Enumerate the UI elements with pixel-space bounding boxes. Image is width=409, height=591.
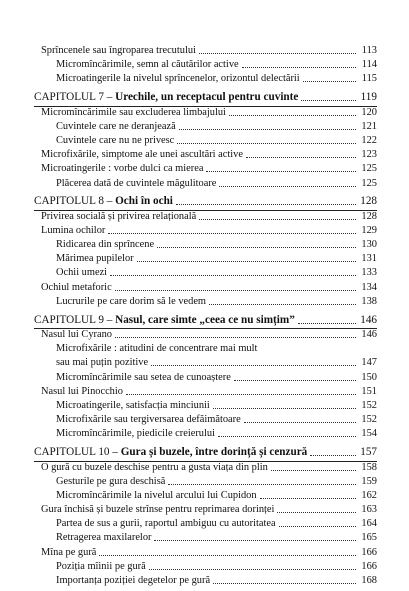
page-number: 114 (361, 59, 377, 71)
entry-title: Mărimea pupilelor (56, 253, 134, 265)
toc-entry-row (56, 399, 377, 412)
entry-title: Micromîncărimile la nivelul arcului lui Cupidon (56, 489, 257, 501)
dot-leader (298, 323, 356, 324)
toc-entry-row (56, 371, 377, 384)
chapter-title: Gura și buzele, între dorință și cenzură (120, 446, 308, 459)
dot-leader (218, 436, 356, 437)
entry-title: Gesturile pe gura deschisă (56, 475, 166, 487)
page-number: 125 (361, 177, 377, 189)
toc-entry-row (41, 210, 377, 223)
dot-leader (99, 555, 356, 556)
page-number: 122 (361, 134, 377, 146)
entry-title: Micromîncărimile, semn al căutărilor active (56, 59, 239, 71)
page-number: 152 (361, 399, 377, 411)
entry-title: Gura închisă și buzele strînse pentru reprimarea dorinței (41, 504, 275, 516)
chapter-heading (34, 313, 295, 327)
entry-title: Ochii umezi (56, 267, 108, 279)
toc-entry-row (56, 489, 377, 502)
dot-leader (177, 143, 356, 144)
dot-leader (154, 540, 356, 541)
entry-title: Poziția mîinii pe gură (56, 560, 146, 572)
toc-entry-row (56, 72, 377, 85)
dot-leader (213, 408, 356, 409)
page-number: 150 (361, 371, 377, 383)
page-number: 128 (360, 195, 377, 208)
entry-title: Sprîncenele sau îngroparea trecutului (41, 45, 196, 56)
dot-leader (179, 129, 356, 130)
page-number: 158 (361, 461, 377, 473)
page-number: 154 (361, 428, 377, 440)
entry-title: Microfixările sau tergiversarea defăimătoare (56, 414, 241, 426)
toc-entry-row (56, 517, 377, 530)
dot-leader (115, 290, 356, 291)
page-number: 131 (361, 253, 377, 265)
toc-entry-row (56, 574, 377, 587)
dot-leader (234, 380, 356, 381)
page-number: 146 (360, 313, 377, 326)
entry-title: Privirea socială și privirea relațională (41, 210, 197, 222)
toc-entry-row (56, 134, 377, 147)
chapter-number: CAPITOLUL 10 – (34, 446, 121, 459)
entry-title: Microfixările, simptome ale unei ascultări active (41, 149, 243, 161)
dot-leader (209, 304, 356, 305)
entry-title: Micromîncărimile sau setea de cunoaștere (56, 371, 231, 383)
toc-entry-row (56, 58, 377, 71)
dot-leader (229, 115, 356, 116)
entry-title: Retragerea maxilarelor (56, 532, 152, 544)
entry-title: Microatingerile, satisfacția minciunii (56, 399, 210, 411)
chapter-number: CAPITOLUL 9 – (34, 313, 116, 326)
dot-leader (279, 526, 356, 527)
dot-leader (303, 81, 356, 82)
dot-leader (301, 100, 356, 101)
page-number: 115 (361, 73, 377, 85)
entry-title: Microfixările : atitudini de concentrare mai mult (56, 343, 258, 355)
toc-chapter-row (34, 194, 377, 208)
page-number: 164 (361, 518, 377, 530)
toc-entry-row (56, 238, 377, 251)
entry-title: Ridicarea din sprîncene (56, 239, 155, 251)
page-number: 147 (361, 357, 377, 369)
toc-entry-row (56, 427, 377, 440)
chapter-title: Nasul, care simte „ceea ce nu simțim” (115, 313, 295, 326)
page-number: 138 (361, 295, 377, 307)
toc-chapter-row (34, 313, 377, 327)
entry-title: Micromîncărimile sau excluderea limbajului (41, 106, 226, 118)
dot-leader (277, 512, 356, 513)
dot-leader (219, 186, 356, 187)
dot-leader (149, 569, 356, 570)
page-number: 166 (361, 560, 377, 572)
dot-leader (199, 53, 356, 54)
page-number: 134 (361, 281, 377, 293)
toc-entry-row (41, 162, 377, 175)
page-number: 146 (361, 329, 377, 341)
entry-title: Cuvintele care ne deranjează (56, 120, 176, 132)
entry-title: Nasul lui Cyrano (41, 329, 112, 341)
toc-entry-row (41, 385, 377, 398)
toc-entry-row (41, 328, 377, 341)
toc-entry-row (41, 503, 377, 516)
page-number: 119 (360, 91, 377, 104)
toc-entry-row (56, 475, 377, 488)
entry-title: Importanța poziției degetelor pe gură (56, 575, 211, 586)
chapter-number: CAPITOLUL 8 – (34, 195, 116, 208)
toc-chapter-row (34, 90, 377, 104)
entry-title: Cuvintele care nu ne privesc (56, 134, 175, 146)
page-number: 157 (360, 446, 377, 459)
dot-leader (151, 365, 356, 366)
entry-title: Plăcerea dată de cuvintele măgulitoare (56, 177, 217, 189)
entry-title: Microatingerile la nivelul sprîncenelor, orizontul delectării (56, 73, 300, 85)
page-number: 128 (361, 210, 377, 222)
entry-title: Ochiul metaforic (41, 281, 112, 293)
dot-leader (260, 498, 356, 499)
page-number: 121 (361, 120, 377, 132)
page-number: 165 (361, 532, 377, 544)
toc-entry-row (41, 106, 377, 119)
toc-entry-row (56, 295, 377, 308)
page-number: 152 (361, 414, 377, 426)
page-number: 120 (361, 106, 377, 118)
entry-title: O gură cu buzele deschise pentru a gusta viața din plin (41, 461, 268, 473)
page-number: 123 (361, 149, 377, 161)
dot-leader (213, 583, 356, 584)
toc-entry-row (56, 120, 377, 133)
page-number: 168 (361, 575, 377, 586)
page-number: 159 (361, 475, 377, 487)
page-number: 129 (361, 224, 377, 236)
dot-leader (199, 219, 356, 220)
toc-entry-row (56, 177, 377, 190)
dot-leader (242, 67, 356, 68)
page-number: 163 (361, 504, 377, 516)
entry-title: Lucrurile pe care dorim să le vedem (56, 295, 207, 307)
entry-title: Microatingerile : vorbe dulci ca mierea (41, 163, 204, 175)
entry-title: Micromîncărimile, piedicile creierului (56, 428, 215, 440)
toc-entry-wrap-line (56, 342, 377, 355)
toc-entry-row (41, 461, 377, 474)
entry-title: Lumina ochilor (41, 224, 106, 236)
toc-entry-row (41, 224, 377, 237)
dot-leader (271, 470, 356, 471)
dot-leader (108, 233, 356, 234)
dot-leader (137, 261, 356, 262)
dot-leader (176, 204, 356, 205)
toc-entry-row (41, 148, 377, 161)
entry-title: Mîna pe gură (41, 546, 97, 558)
dot-leader (310, 455, 356, 456)
toc-entry-row (56, 356, 377, 369)
toc-entry-row (56, 252, 377, 265)
toc-entry-row (56, 531, 377, 544)
toc-entry-row (56, 560, 377, 573)
chapter-number: CAPITOLUL 7 – (34, 91, 116, 104)
dot-leader (244, 422, 356, 423)
toc-entry-row (41, 281, 377, 294)
dot-leader (110, 275, 356, 276)
dot-leader (115, 337, 356, 338)
toc-entry-row (56, 266, 377, 279)
toc-entry-row (56, 413, 377, 426)
toc-chapter-row (34, 445, 377, 459)
dot-leader (246, 157, 356, 158)
page-number: 133 (361, 267, 377, 279)
dot-leader (206, 171, 356, 172)
entry-title: sau mai puțin pozitive (56, 357, 149, 369)
page-number: 130 (361, 239, 377, 251)
toc-entry-row (41, 546, 377, 559)
chapter-heading (34, 90, 298, 104)
entry-title: Partea de sus a gurii, raportul ambiguu cu autoritatea (56, 518, 276, 530)
chapter-title: Ochi în ochi (115, 195, 173, 208)
page-number: 166 (361, 546, 377, 558)
page-number: 125 (361, 163, 377, 175)
chapter-heading (34, 445, 307, 459)
dot-leader (126, 394, 356, 395)
dot-leader (168, 484, 356, 485)
page-number: 113 (361, 45, 377, 56)
chapter-title: Urechile, un receptacul pentru cuvinte (115, 91, 299, 104)
entry-title: Nasul lui Pinocchio (41, 385, 123, 397)
page-number: 162 (361, 489, 377, 501)
chapter-heading (34, 194, 173, 208)
toc-entry-row (41, 44, 377, 57)
dot-leader (157, 247, 356, 248)
page-number: 151 (361, 385, 377, 397)
